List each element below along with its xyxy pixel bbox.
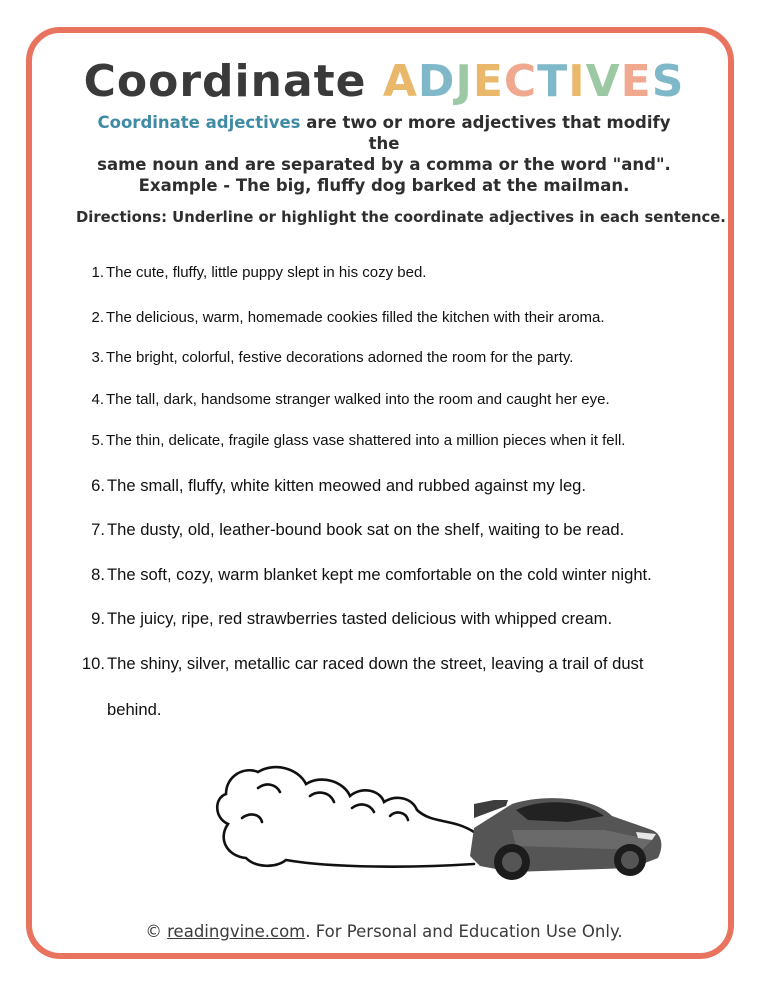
title-letter: E: [620, 56, 652, 107]
item-text: The cute, fluffy, little puppy slept in his cozy bed.: [106, 264, 427, 281]
item-text: The dusty, old, leather-bound book sat on the shelf, waiting to be read.: [107, 520, 625, 539]
title-letter: J: [455, 56, 473, 107]
definition-line-2: same noun and are separated by a comma or the word "and".: [97, 155, 671, 174]
item-text: The juicy, ripe, red strawberries tasted delicious with whipped cream.: [107, 609, 613, 628]
item-text: The tall, dark, handsome stranger walked into the room and caught her eye.: [106, 391, 610, 408]
title-coordinate: Coordinate: [83, 56, 367, 107]
item-text: The shiny, silver, metallic car raced down the street, leaving a trail of dust: [107, 654, 644, 673]
dust-cloud-icon: [217, 767, 474, 867]
title-letter: T: [537, 56, 569, 107]
item-10-continuation: behind.: [107, 700, 162, 719]
definition-term: Coordinate adjectives: [97, 113, 301, 132]
item-text: The small, fluffy, white kitten meowed and rubbed against my leg.: [107, 476, 587, 495]
title-letter: V: [585, 56, 621, 107]
item-number: 2.: [91, 309, 104, 326]
title-letter: I: [568, 56, 586, 107]
example-line: Example - The big, fluffy dog barked at the mailman.: [138, 176, 630, 195]
directions-text: Directions: Underline or highlight the coordinate adjectives in each sentence.: [76, 209, 726, 226]
item-number: 1.: [91, 264, 104, 281]
item-text: The soft, cozy, warm blanket kept me comfortable on the cold winter night.: [107, 565, 652, 584]
item-number: 5.: [91, 432, 104, 449]
item-number: 8.: [91, 565, 105, 584]
item-number: 6.: [91, 476, 105, 495]
item-number: 4.: [91, 391, 104, 408]
definition-paragraph: [84, 112, 684, 196]
page-title: [0, 54, 768, 110]
footer-copyright: [0, 922, 768, 941]
footer-link[interactable]: readingvine.com: [167, 922, 306, 941]
title-letter: A: [382, 56, 418, 107]
footer-text: . For Personal and Education Use Only.: [305, 922, 623, 941]
item-number: 3.: [91, 349, 104, 366]
copyright-symbol: ©: [145, 922, 168, 941]
item-text: The delicious, warm, homemade cookies filled the kitchen with their aroma.: [106, 309, 605, 326]
sports-car-icon: [470, 798, 661, 880]
car-illustration: [212, 760, 672, 890]
item-text: The bright, colorful, festive decorations adorned the room for the party.: [106, 349, 574, 366]
title-letter: C: [503, 56, 538, 107]
item-number: 9.: [91, 609, 105, 628]
item-number: 7.: [91, 520, 105, 539]
title-letter: D: [417, 56, 456, 107]
definition-line-1: [84, 112, 684, 154]
title-letter: S: [651, 56, 685, 107]
item-text: The thin, delicate, fragile glass vase shattered into a million pieces when it fell.: [106, 432, 626, 449]
item-number: 10.: [81, 654, 105, 673]
title-adjectives: [383, 56, 685, 107]
definition-line-1-rest: are two or more adjectives that modify the: [300, 113, 671, 153]
title-letter: E: [472, 56, 504, 107]
